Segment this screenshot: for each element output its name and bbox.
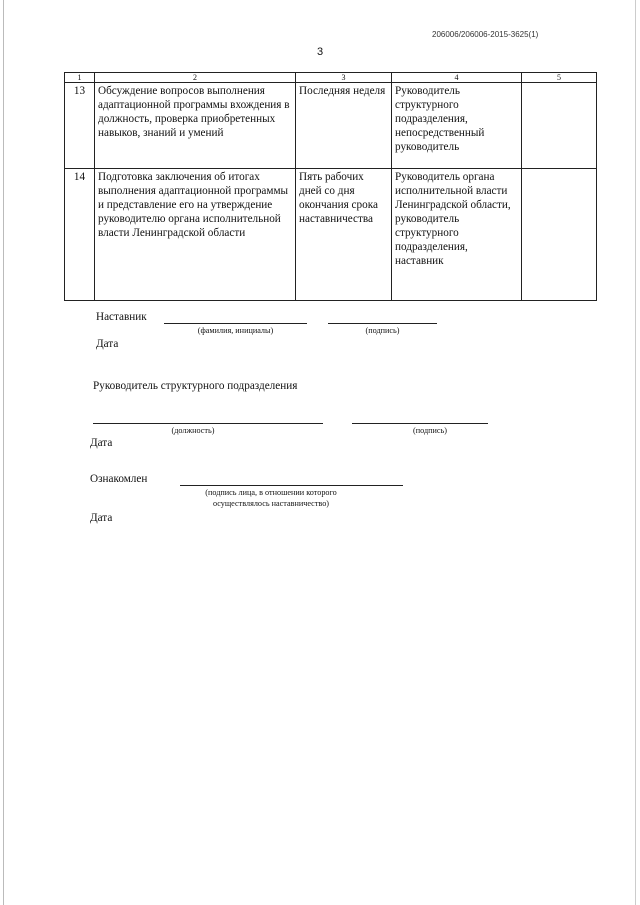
term-cell: Пять рабочих дней со дня окончания срока наставничества xyxy=(296,169,392,301)
acquainted-label: Ознакомлен xyxy=(90,473,148,485)
table-row xyxy=(65,169,597,301)
row-number: 14 xyxy=(65,169,95,301)
row-number: 13 xyxy=(65,83,95,169)
acquainted-caption-1: (подпись лица, в отношении которого xyxy=(205,488,337,497)
table-row xyxy=(65,83,597,169)
adaptation-plan-table xyxy=(64,72,597,301)
page-edge-right xyxy=(635,0,636,905)
document-id: 206006/206006-2015-3625(1) xyxy=(432,30,539,39)
acquainted-caption-2: осуществлялось наставничество) xyxy=(212,499,330,508)
head-signature-line xyxy=(352,423,488,424)
column-number: 2 xyxy=(95,73,296,83)
acquainted-date-label: Дата xyxy=(90,512,113,524)
head-signature-caption: (подпись) xyxy=(413,426,447,435)
term-cell: Последняя неделя xyxy=(296,83,392,169)
responsible-cell: Руководитель органа исполнительной власти Ленинградской области, руководитель структурного подразделения, наставник xyxy=(392,169,522,301)
note-cell xyxy=(522,169,597,301)
mentor-date-label: Дата xyxy=(96,338,119,350)
page-edge-left xyxy=(3,0,4,905)
signature-caption: (подпись) xyxy=(365,326,400,335)
page-number: 3 xyxy=(316,46,324,58)
activity-cell: Обсуждение вопросов выполнения адаптационной программы вхождения в должность, проверка приобретенных навыков, знаний и умений xyxy=(95,83,296,169)
column-number: 3 xyxy=(296,73,392,83)
note-cell xyxy=(522,83,597,169)
activity-cell: Подготовка заключения об итогах выполнения адаптационной программы и представление его на утверждение руководителю органа исполнительной власти Ленинградской области xyxy=(95,169,296,301)
head-of-unit-label: Руководитель структурного подразделения xyxy=(93,380,298,392)
acquainted-signature-line xyxy=(180,485,403,486)
responsible-cell: Руководитель структурного подразделения, непосредственный руководитель xyxy=(392,83,522,169)
table-header-row xyxy=(65,73,597,83)
head-position-line xyxy=(93,423,323,424)
name-caption: (фамилия, инициалы) xyxy=(197,326,274,335)
mentor-name-line xyxy=(164,323,307,324)
column-number: 5 xyxy=(522,73,597,83)
head-date-label: Дата xyxy=(90,437,113,449)
position-caption: (должность) xyxy=(171,426,215,435)
mentor-signature-line xyxy=(328,323,437,324)
column-number: 4 xyxy=(392,73,522,83)
mentor-label: Наставник xyxy=(96,311,147,323)
column-number: 1 xyxy=(65,73,95,83)
